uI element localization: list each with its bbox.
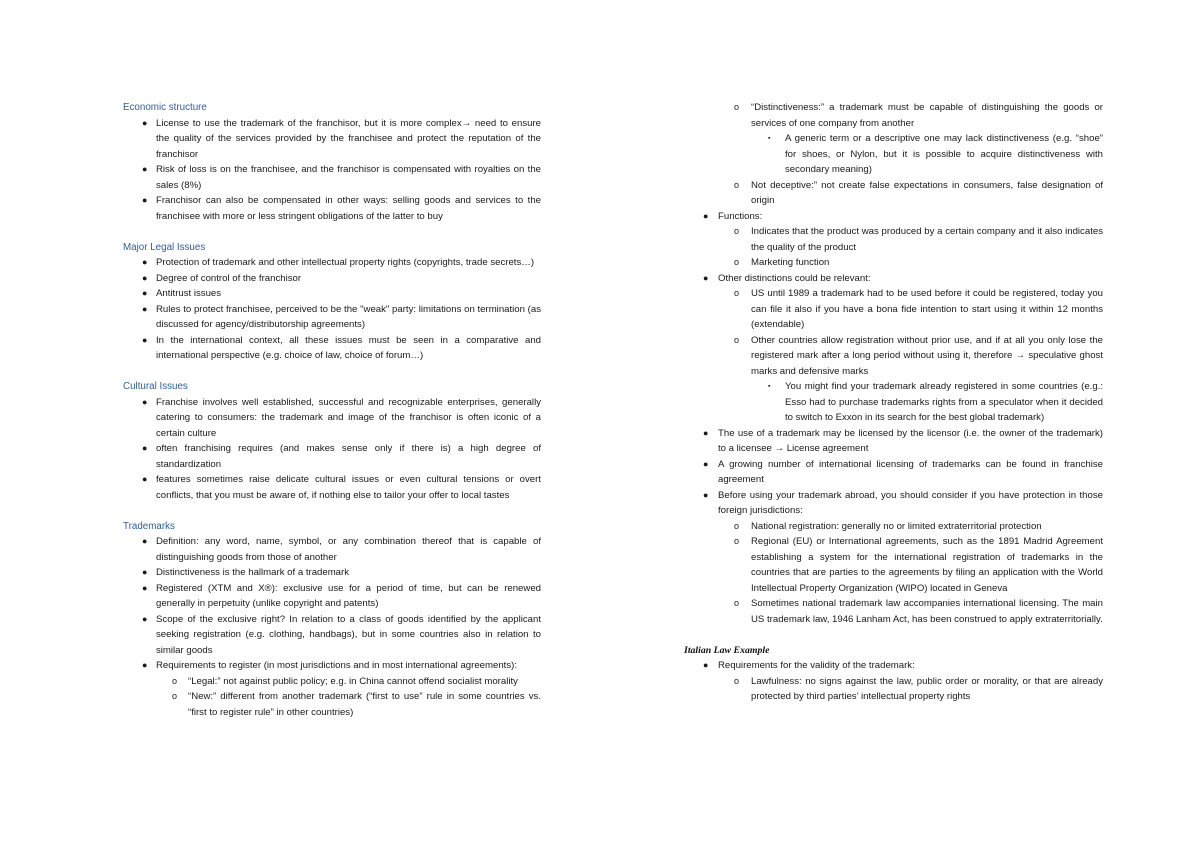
sub-sub-list-item: ▪ A generic term or a descriptive one may lack distinctiveness (e.g. “shoe” for shoes, or Nylon, but it is possible to acquire distinctiveness with secondary meaning) (768, 133, 1103, 175)
list-item: ● often franchising requires (and makes sense only if there is) a high degree of standardization (142, 443, 541, 470)
trademarks-list (123, 534, 541, 720)
disc-bullet-icon: ● (142, 117, 148, 128)
list-item: ● Before using your trademark abroad, you should consider if you have protection in those foreign jurisdictions: (703, 489, 1103, 516)
sub-list-item: o Regional (EU) or International agreements, such as the 1891 Madrid Agreement establishing a system for the international registration of trademarks in the countries that are parties to the agreements by filing an application with the World Intellectual Property Organization (WIPO) located in Geneva (734, 536, 1103, 594)
disc-bullet-icon: ● (703, 427, 709, 438)
list-item: ● License to use the trademark of the franchisor, but it is more complex→ need to ensure the quality of the services provided by the franchisee and protect the reputation of the franchisor (142, 117, 541, 160)
disc-bullet-icon: ● (142, 288, 148, 298)
list-item: ● Franchise involves well established, successful and recognizable enterprises, generally catering to consumers: the trademark and image of the franchisor is often iconic of a certain culture (142, 396, 541, 439)
list-item: ● Scope of the exclusive right? In relation to a class of goods identified by the applicant seeking registration (e.g. clothing, handbags), but in some countries also in relation to similar goods (142, 613, 541, 656)
list-item: ● Registered (XTM and X®): exclusive use for a period of time, but can be renewed generally in perpetuity (unlike copyright and patents) (142, 582, 541, 609)
disc-bullet-icon: ● (703, 458, 709, 469)
sub-list-item: o Sometimes national trademark law accompanies international licensing. The main US trademark law, 1946 Lanham Act, has been construed to apply extraterritorially. (734, 598, 1103, 625)
italian-list (684, 658, 1103, 705)
circle-bullet-icon: o (734, 257, 740, 267)
disc-bullet-icon: ● (142, 303, 148, 314)
list-item: ● Other distinctions could be relevant: (684, 271, 1103, 287)
sub-list-item: o Indicates that the product was produced by a certain company and it also indicates the quality of the product (734, 226, 1103, 253)
disc-bullet-icon: ● (142, 660, 148, 670)
list-item: ● features sometimes raise delicate cultural issues or even cultural tensions or overt conflicts, that you must be aware of, if nothing else to tailor your offer to local tastes (142, 474, 541, 501)
legal-list (123, 255, 541, 364)
sub-list-item: o US until 1989 a trademark had to be used before it could be registered, today you can file it also if you have a bona fide intention to start using it within 12 months (extendable) (734, 288, 1103, 330)
disc-bullet-icon: ● (703, 489, 709, 500)
sub-list-item: o Lawfulness: no signs against the law, public order or morality, or that are already protected by third parties’ intellectual property rights (734, 675, 1103, 702)
circle-bullet-icon: o (172, 675, 178, 686)
list-item: ● Risk of loss is on the franchisee, and the franchisor is compensated with royalties on the sales (8%) (142, 164, 541, 191)
list-item: ● Degree of control of the franchisor (123, 271, 541, 287)
list-item: ● A growing number of international licensing of trademarks can be found in franchise agreement (703, 458, 1103, 485)
heading-cultural-issues: Cultural Issues (123, 381, 188, 392)
circle-bullet-icon: o (734, 226, 740, 236)
disc-bullet-icon: ● (142, 474, 148, 484)
circle-bullet-icon: o (734, 288, 740, 298)
square-bullet-icon: ▪ (768, 383, 771, 390)
left-column (123, 100, 541, 720)
circle-bullet-icon: o (172, 691, 178, 701)
right-column (684, 100, 1103, 705)
list-item: ● In the international context, all these issues must be seen in a comparative and international perspective (e.g. choice of law, choice of forum…) (142, 334, 541, 361)
list-item: ● Distinctiveness is the hallmark of a trademark (123, 565, 541, 581)
sub-list-item: o “New:” different from another trademark (“first to use” rule in some countries vs. “first to register rule” in other countries) (172, 691, 541, 718)
list-item: ● Functions: (684, 209, 1103, 225)
circle-bullet-icon: o (734, 520, 740, 531)
cultural-list (123, 395, 541, 504)
list-item: ● The use of a trademark may be licensed by the licensor (i.e. the owner of the trademark) to a licensee → License agreement (703, 427, 1103, 454)
sub-sub-list-item: ▪ You might find your trademark already registered in some countries (e.g.: Esso had to purchase trademarks rights from a speculator when it decided to switch to Exxon in its search for the best global trademark) (768, 381, 1103, 423)
list-item: ● Franchisor can also be compensated in other ways: selling goods and services to the franchisee with more or less stringent obligations of the latter to buy (142, 195, 541, 222)
right-list (684, 100, 1103, 627)
list-item: ● Requirements to register (in most jurisdictions and in most international agreements): (123, 658, 541, 674)
heading-italian-law-example: Italian Law Example (684, 644, 770, 656)
disc-bullet-icon: ● (703, 660, 709, 670)
heading-economic-structure: Economic structure (123, 102, 207, 113)
sub-list-item: o National registration: generally no or limited extraterritorial protection (684, 519, 1103, 535)
sub-list-item: o “Distinctiveness:” a trademark must be capable of distinguishing the goods or services of one company from another (734, 102, 1103, 129)
list-item: ● Rules to protect franchisee, perceived to be the "weak" party: limitations on termination (as discussed for agency/distributorship agreements) (142, 303, 541, 330)
circle-bullet-icon: o (734, 179, 740, 190)
circle-bullet-icon: o (734, 102, 740, 112)
sub-list-item: o Other countries allow registration without prior use, and if at all you only lose the registered mark after a long period without using it, therefore → speculative ghost marks and defensive marks (734, 334, 1103, 377)
circle-bullet-icon: o (734, 598, 740, 608)
disc-bullet-icon: ● (703, 210, 709, 221)
list-item: ● Requirements for the validity of the trademark: (684, 658, 1103, 674)
disc-bullet-icon: ● (142, 396, 148, 407)
list-item: ● Antitrust issues (123, 286, 541, 302)
sub-list-item: o Not deceptive:” not create false expectations in consumers, false designation of origin (734, 179, 1103, 206)
circle-bullet-icon: o (734, 536, 740, 546)
list-item: ● Definition: any word, name, symbol, or any combination thereof that is capable of distinguishing goods from those of another (142, 536, 541, 563)
disc-bullet-icon: ● (142, 582, 148, 593)
disc-bullet-icon: ● (142, 613, 148, 624)
disc-bullet-icon: ● (142, 334, 148, 345)
disc-bullet-icon: ● (142, 195, 148, 205)
sub-list-item: o “Legal:” not against public policy; e.g. in China cannot offend socialist morality (123, 674, 541, 690)
sub-list-item: o Marketing function (684, 255, 1103, 271)
heading-major-legal-issues: Major Legal Issues (123, 241, 206, 253)
square-bullet-icon: ▪ (768, 135, 771, 142)
circle-bullet-icon: o (734, 334, 740, 345)
disc-bullet-icon: ● (142, 272, 148, 283)
disc-bullet-icon: ● (142, 164, 148, 174)
circle-bullet-icon: o (734, 675, 740, 686)
heading-trademarks: Trademarks (123, 520, 175, 532)
list-item: ● Protection of trademark and other intellectual property rights (copyrights, trade secrets…) (123, 255, 541, 271)
disc-bullet-icon: ● (142, 536, 148, 546)
disc-bullet-icon: ● (703, 272, 709, 283)
disc-bullet-icon: ● (142, 443, 148, 453)
disc-bullet-icon: ● (142, 257, 148, 267)
economic-list (123, 116, 541, 225)
disc-bullet-icon: ● (142, 567, 148, 577)
